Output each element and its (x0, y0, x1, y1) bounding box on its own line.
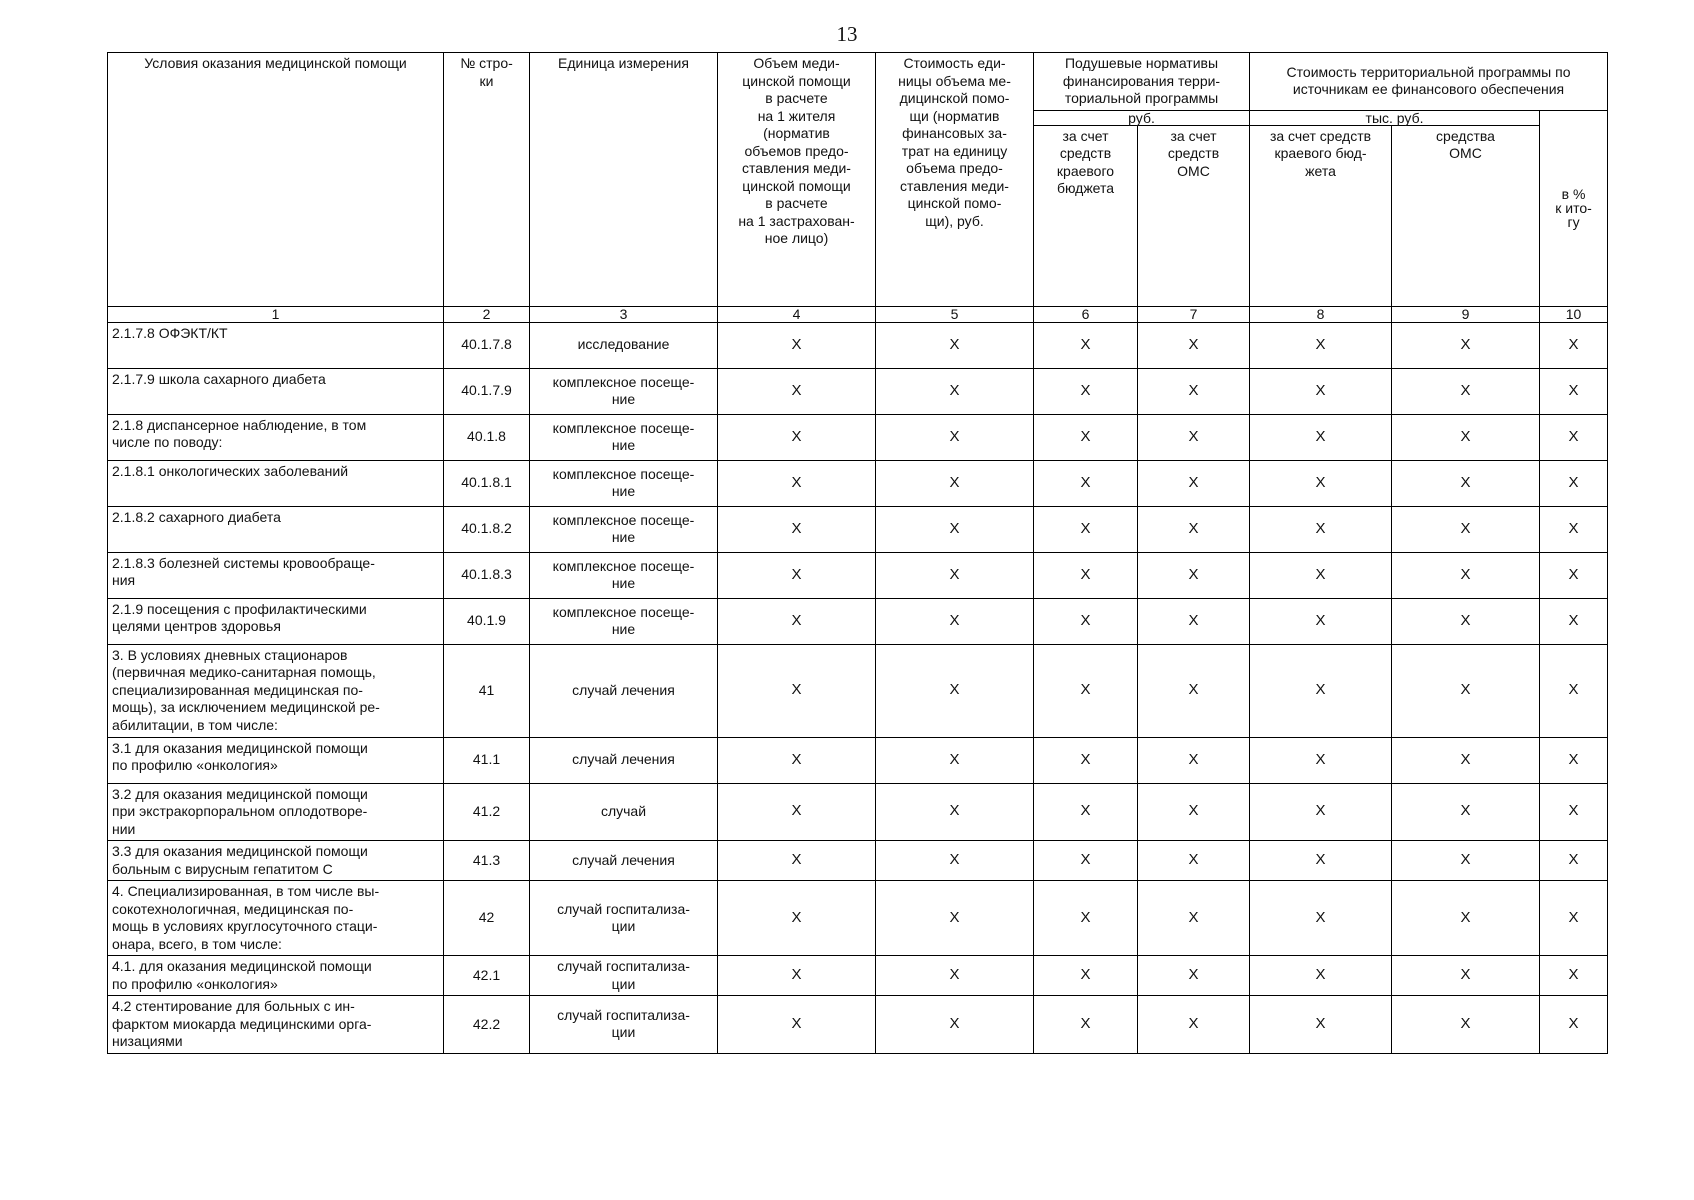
row-value-col-4: X (718, 644, 876, 737)
row-value-col-9: X (1392, 783, 1540, 841)
table-row (108, 552, 1608, 598)
column-number: 6 (1034, 306, 1138, 322)
row-value-col-10: X (1540, 598, 1608, 644)
row-condition: 2.1.7.8 ОФЭКТ/КТ (108, 322, 444, 368)
row-value-col-6: X (1034, 841, 1138, 881)
column-number: 2 (444, 306, 530, 322)
row-value-col-7: X (1138, 841, 1250, 881)
row-value-col-4: X (718, 460, 876, 506)
header-oms-cost: средства ОМС (1392, 125, 1540, 306)
header-oms-per-capita: за счет средств ОМС (1138, 125, 1250, 306)
table-row (108, 506, 1608, 552)
row-value-col-4: X (718, 598, 876, 644)
row-condition: 4. Специализированная, в том числе вы- сокотехнологичная, медицинская по- мощь в условиях круглосуточного стаци- онара, всего, в том числе: (108, 881, 444, 956)
row-value-col-9: X (1392, 552, 1540, 598)
row-unit: случай лечения (530, 737, 718, 783)
column-number: 9 (1392, 306, 1540, 322)
row-value-col-5: X (876, 996, 1034, 1054)
row-value-col-7: X (1138, 460, 1250, 506)
table-row (108, 841, 1608, 881)
row-line-number: 40.1.8.3 (444, 552, 530, 598)
row-condition: 2.1.8.2 сахарного диабета (108, 506, 444, 552)
row-value-col-10: X (1540, 996, 1608, 1054)
row-value-col-4: X (718, 996, 876, 1054)
row-value-col-8: X (1250, 644, 1392, 737)
column-number: 7 (1138, 306, 1250, 322)
row-value-col-4: X (718, 956, 876, 996)
row-line-number: 41.3 (444, 841, 530, 881)
row-value-col-9: X (1392, 368, 1540, 414)
row-value-col-5: X (876, 322, 1034, 368)
header-unit: Единица измерения (530, 53, 718, 307)
page-number: 13 (836, 22, 858, 46)
row-unit: комплексное посеще- ние (530, 414, 718, 460)
header-conditions: Условия оказания медицинской помощи (108, 53, 444, 307)
row-value-col-8: X (1250, 996, 1392, 1054)
row-value-col-7: X (1138, 598, 1250, 644)
row-value-col-7: X (1138, 996, 1250, 1054)
row-unit: исследование (530, 322, 718, 368)
row-value-col-4: X (718, 841, 876, 881)
row-condition: 3.1 для оказания медицинской помощи по профилю «онкология» (108, 737, 444, 783)
row-value-col-6: X (1034, 598, 1138, 644)
table-row (108, 598, 1608, 644)
header-unit-cost: Стоимость еди- ницы объема ме- дицинской помо- щи (норматив финансовых за- трат на единицу объема предо- ставления меди- цинской помо- щи), руб. (876, 53, 1034, 307)
row-value-col-8: X (1250, 506, 1392, 552)
row-value-col-9: X (1392, 506, 1540, 552)
row-line-number: 41 (444, 644, 530, 737)
row-value-col-4: X (718, 322, 876, 368)
row-line-number: 40.1.8 (444, 414, 530, 460)
column-number: 10 (1540, 306, 1608, 322)
row-condition: 2.1.8 диспансерное наблюдение, в том числе по поводу: (108, 414, 444, 460)
row-unit: комплексное посеще- ние (530, 598, 718, 644)
row-value-col-9: X (1392, 598, 1540, 644)
row-value-col-8: X (1250, 552, 1392, 598)
row-value-col-10: X (1540, 783, 1608, 841)
header-regional-budget-per-capita: за счет средств краевого бюджета (1034, 125, 1138, 306)
row-value-col-6: X (1034, 368, 1138, 414)
row-value-col-7: X (1138, 737, 1250, 783)
row-condition: 2.1.8.3 болезней системы кровообраще- ния (108, 552, 444, 598)
row-value-col-6: X (1034, 737, 1138, 783)
row-condition: 3.3 для оказания медицинской помощи больным с вирусным гепатитом С (108, 841, 444, 881)
row-value-col-9: X (1392, 460, 1540, 506)
row-condition: 2.1.9 посещения с профилактическими целями центров здоровья (108, 598, 444, 644)
row-value-col-8: X (1250, 956, 1392, 996)
table-row (108, 737, 1608, 783)
column-number: 3 (530, 306, 718, 322)
row-value-col-6: X (1034, 506, 1138, 552)
column-number: 4 (718, 306, 876, 322)
row-unit: комплексное посеще- ние (530, 368, 718, 414)
row-value-col-9: X (1392, 996, 1540, 1054)
row-unit: случай госпитализа- ции (530, 956, 718, 996)
row-value-col-8: X (1250, 881, 1392, 956)
row-condition: 3.2 для оказания медицинской помощи при экстракорпоральном оплодотворе- нии (108, 783, 444, 841)
row-condition: 4.2 стентирование для больных с ин- фарктом миокарда медицинскими орга- низациями (108, 996, 444, 1054)
row-value-col-10: X (1540, 460, 1608, 506)
row-line-number: 42 (444, 881, 530, 956)
row-line-number: 40.1.7.8 (444, 322, 530, 368)
header-percent-total: в % к ито- гу (1540, 110, 1608, 306)
row-value-col-6: X (1034, 881, 1138, 956)
row-condition: 3. В условиях дневных стационаров (первичная медико-санитарная помощь, специализированная медицинская по- мощь), за исключением медицинской ре- абилитации, в том числе: (108, 644, 444, 737)
row-line-number: 41.1 (444, 737, 530, 783)
row-value-col-5: X (876, 956, 1034, 996)
row-value-col-9: X (1392, 881, 1540, 956)
row-value-col-6: X (1034, 460, 1138, 506)
row-value-col-8: X (1250, 368, 1392, 414)
row-unit: комплексное посеще- ние (530, 460, 718, 506)
row-value-col-6: X (1034, 783, 1138, 841)
row-unit: случай госпитализа- ции (530, 996, 718, 1054)
table-row (108, 956, 1608, 996)
row-value-col-10: X (1540, 552, 1608, 598)
row-value-col-6: X (1034, 322, 1138, 368)
row-value-col-9: X (1392, 841, 1540, 881)
table-row (108, 368, 1608, 414)
row-condition: 4.1. для оказания медицинской помощи по профилю «онкология» (108, 956, 444, 996)
row-value-col-9: X (1392, 644, 1540, 737)
table-row (108, 783, 1608, 841)
row-value-col-6: X (1034, 644, 1138, 737)
row-value-col-10: X (1540, 956, 1608, 996)
row-value-col-5: X (876, 841, 1034, 881)
row-condition: 2.1.7.9 школа сахарного диабета (108, 368, 444, 414)
column-number: 1 (108, 306, 444, 322)
row-value-col-6: X (1034, 414, 1138, 460)
row-line-number: 40.1.7.9 (444, 368, 530, 414)
header-regional-budget-cost: за счет средств краевого бюд- жета (1250, 125, 1392, 306)
row-value-col-8: X (1250, 737, 1392, 783)
row-line-number: 40.1.9 (444, 598, 530, 644)
table-row (108, 322, 1608, 368)
row-value-col-10: X (1540, 506, 1608, 552)
column-numbers-row (108, 306, 1608, 322)
row-value-col-5: X (876, 460, 1034, 506)
row-unit: комплексное посеще- ние (530, 552, 718, 598)
table-row (108, 460, 1608, 506)
row-value-col-4: X (718, 552, 876, 598)
row-line-number: 40.1.8.2 (444, 506, 530, 552)
header-unit-thousand-rub: тыс. руб. (1250, 110, 1540, 125)
table-row (108, 881, 1608, 956)
row-value-col-7: X (1138, 881, 1250, 956)
row-value-col-5: X (876, 368, 1034, 414)
row-value-col-5: X (876, 644, 1034, 737)
row-value-col-7: X (1138, 506, 1250, 552)
row-value-col-10: X (1540, 414, 1608, 460)
row-value-col-8: X (1250, 841, 1392, 881)
row-line-number: 41.2 (444, 783, 530, 841)
row-unit: случай лечения (530, 841, 718, 881)
row-value-col-8: X (1250, 598, 1392, 644)
row-unit: случай госпитализа- ции (530, 881, 718, 956)
row-value-col-4: X (718, 881, 876, 956)
row-value-col-5: X (876, 737, 1034, 783)
row-value-col-5: X (876, 783, 1034, 841)
row-line-number: 42.1 (444, 956, 530, 996)
row-value-col-10: X (1540, 322, 1608, 368)
program-cost-table (107, 52, 1608, 1054)
row-unit: случай лечения (530, 644, 718, 737)
row-value-col-7: X (1138, 644, 1250, 737)
header-unit-rub: руб. (1034, 110, 1250, 125)
row-value-col-9: X (1392, 737, 1540, 783)
row-value-col-9: X (1392, 322, 1540, 368)
row-value-col-5: X (876, 414, 1034, 460)
row-value-col-4: X (718, 368, 876, 414)
row-value-col-10: X (1540, 737, 1608, 783)
table-body (108, 322, 1608, 1053)
row-value-col-7: X (1138, 783, 1250, 841)
row-value-col-6: X (1034, 956, 1138, 996)
row-value-col-4: X (718, 414, 876, 460)
row-line-number: 42.2 (444, 996, 530, 1054)
row-value-col-10: X (1540, 644, 1608, 737)
table-header (108, 53, 1608, 323)
row-value-col-8: X (1250, 414, 1392, 460)
row-condition: 2.1.8.1 онкологических заболеваний (108, 460, 444, 506)
table-row (108, 996, 1608, 1054)
row-value-col-5: X (876, 552, 1034, 598)
row-value-col-5: X (876, 881, 1034, 956)
row-value-col-5: X (876, 598, 1034, 644)
row-value-col-7: X (1138, 368, 1250, 414)
row-unit: случай (530, 783, 718, 841)
row-value-col-10: X (1540, 841, 1608, 881)
header-volume: Объем меди- цинской помощи в расчете на 1 жителя (норматив объемов предо- ставления меди- цинской помощи в расчете на 1 застрахован- ное лицо) (718, 53, 876, 307)
row-unit: комплексное посеще- ние (530, 506, 718, 552)
row-value-col-6: X (1034, 996, 1138, 1054)
row-value-col-10: X (1540, 368, 1608, 414)
row-value-col-10: X (1540, 881, 1608, 956)
table-row (108, 414, 1608, 460)
row-value-col-5: X (876, 506, 1034, 552)
header-per-capita-group: Подушевые нормативы финансирования терри- ториальной программы (1034, 53, 1250, 111)
column-number: 5 (876, 306, 1034, 322)
row-value-col-7: X (1138, 322, 1250, 368)
row-value-col-9: X (1392, 956, 1540, 996)
row-value-col-6: X (1034, 552, 1138, 598)
row-value-col-4: X (718, 506, 876, 552)
row-value-col-7: X (1138, 956, 1250, 996)
header-cost-group: Стоимость территориальной программы по источникам ее финансового обеспечения (1250, 53, 1608, 111)
row-value-col-4: X (718, 783, 876, 841)
table-row (108, 644, 1608, 737)
column-number: 8 (1250, 306, 1392, 322)
row-value-col-9: X (1392, 414, 1540, 460)
row-value-col-8: X (1250, 783, 1392, 841)
row-value-col-4: X (718, 737, 876, 783)
header-line-number: № стро- ки (444, 53, 530, 307)
row-value-col-8: X (1250, 460, 1392, 506)
row-value-col-7: X (1138, 552, 1250, 598)
row-value-col-8: X (1250, 322, 1392, 368)
row-line-number: 40.1.8.1 (444, 460, 530, 506)
row-value-col-7: X (1138, 414, 1250, 460)
